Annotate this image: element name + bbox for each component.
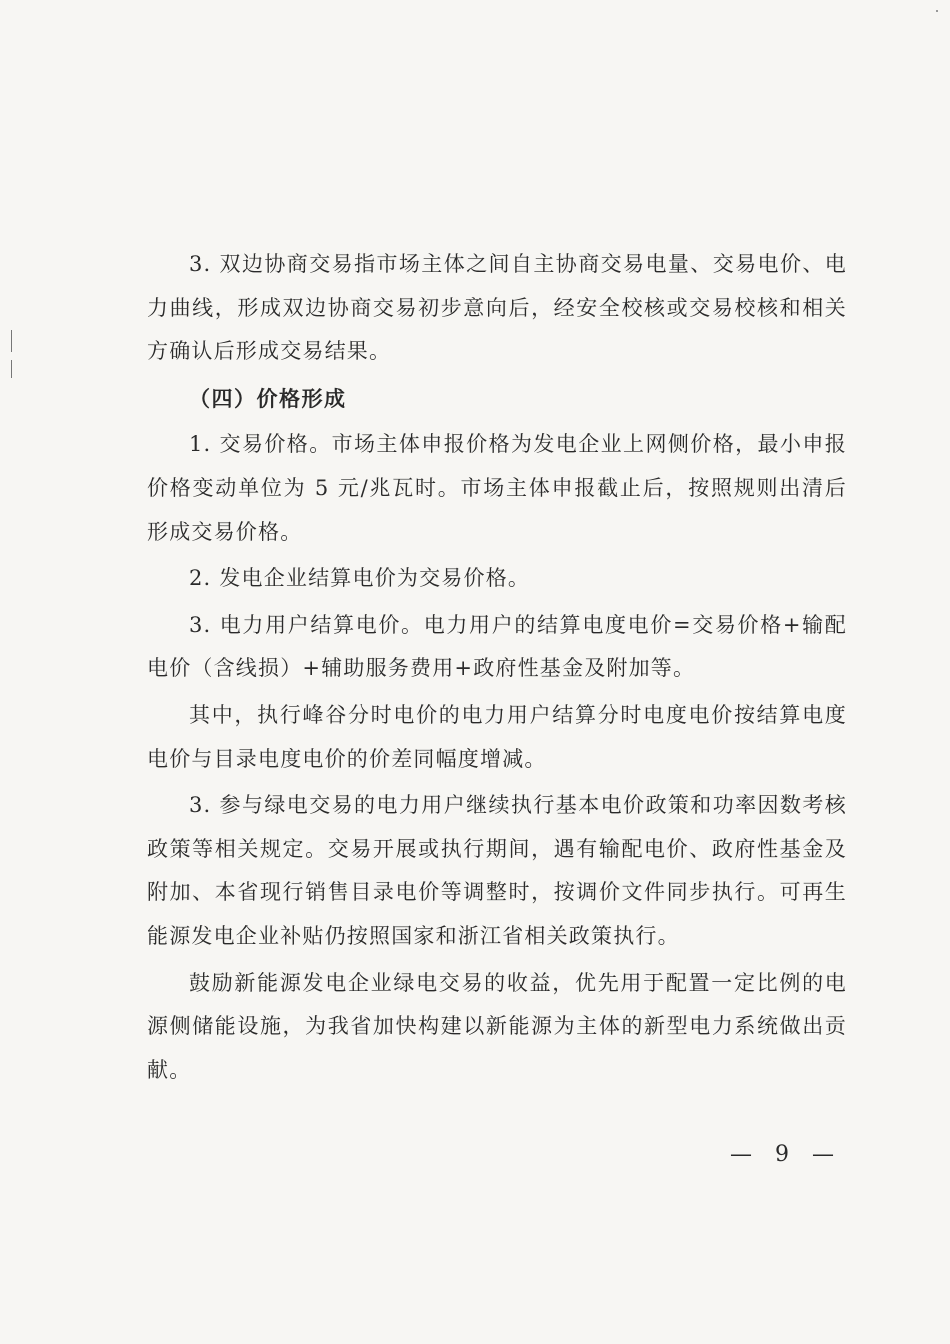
scan-mark <box>11 360 12 378</box>
page-number: — 9 — <box>730 1142 842 1167</box>
paragraph-time-of-use: 其中，执行峰谷分时电价的电力用户结算分时电度电价按结算电度电价与目录电度电价的价差同幅度增减。 <box>147 702 847 771</box>
scan-dot <box>936 10 938 12</box>
document-body <box>147 243 847 1095</box>
paragraph-trading-price: 1. 交易价格。市场主体申报价格为发电企业上网侧价格，最小申报价格变动单位为 5 元/兆瓦时。市场主体申报截止后，按照规则出清后形成交易价格。 <box>147 432 847 544</box>
paragraph-green-power-users: 3. 参与绿电交易的电力用户继续执行基本电价政策和功率因数考核政策等相关规定。交易开展或执行期间，遇有输配电价、政府性基金及附加、本省现行销售目录电价等调整时，按调价文件同步执行。可再生能源发电企业补贴仍按照国家和浙江省相关政策执行。 <box>147 793 847 948</box>
scan-mark <box>11 330 12 352</box>
paragraph-user-settlement: 3. 电力用户结算电价。电力用户的结算电度电价=交易价格+输配电价（含线损）+辅助服务费用+政府性基金及附加等。 <box>147 612 847 681</box>
paragraph-bilateral-negotiation: 3. 双边协商交易指市场主体之间自主协商交易电量、交易电价、电力曲线，形成双边协商交易初步意向后，经安全校核或交易校核和相关方确认后形成交易结果。 <box>147 252 847 364</box>
paragraph-generator-settlement: 2. 发电企业结算电价为交易价格。 <box>189 566 531 591</box>
paragraph-encouragement: 鼓励新能源发电企业绿电交易的收益，优先用于配置一定比例的电源侧储能设施，为我省加快构建以新能源为主体的新型电力系统做出贡献。 <box>147 970 847 1082</box>
section-heading-price-formation: （四）价格形成 <box>189 385 347 411</box>
